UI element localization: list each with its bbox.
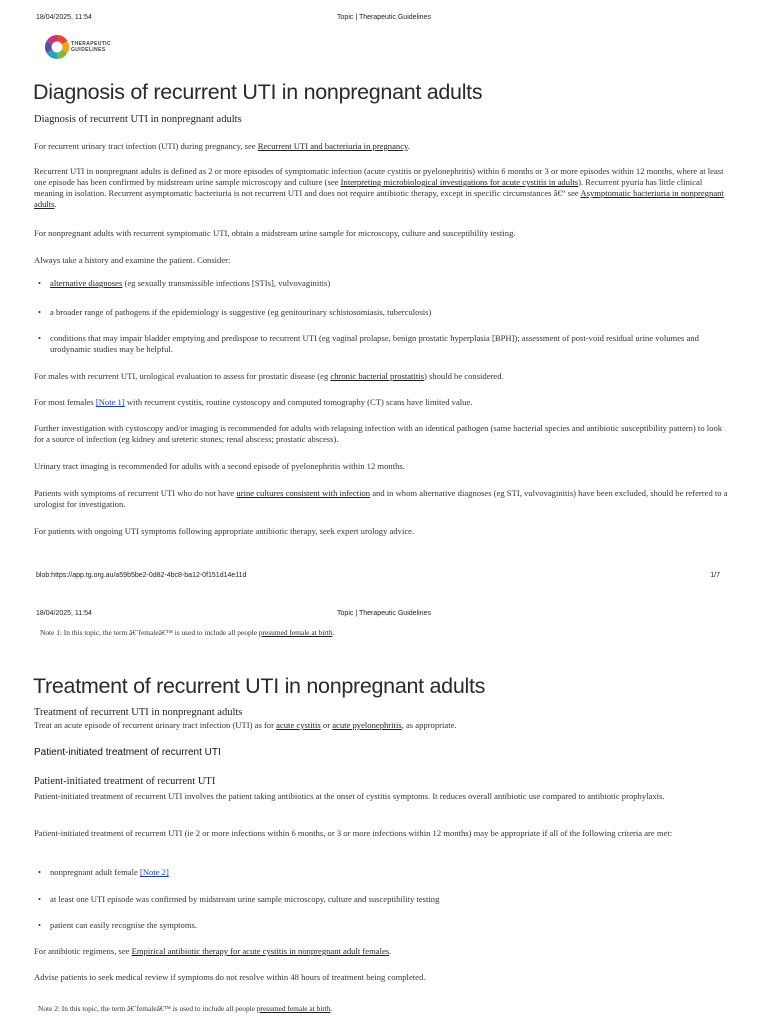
paragraph-ongoing-symptoms: For patients with ongoing UTI symptoms following appropriate antibiotic therapy, seek expert urology advice. <box>34 526 415 536</box>
paragraph-pregnancy-ref: For recurrent urinary tract infection (UTI) during pregnancy, see Recurrent UTI and bacteriuria in pregnancy. <box>34 141 410 151</box>
bullet-nonpregnant-female: • nonpregnant adult female [Note 2] <box>38 867 169 877</box>
link-interpreting-microbiological[interactable]: Interpreting microbiological investigations for acute cystitis in adults <box>340 177 579 187</box>
page-title: Diagnosis of recurrent UTI in nonpregnant adults <box>33 80 483 104</box>
paragraph-referral: Patients with symptoms of recurrent UTI who do not have urine cultures consistent with infection and in whom alternative diagnoses (eg STI, vulvovaginitis) have been excluded, should be referred to a urologist for investigation. <box>34 488 728 509</box>
header-datetime: 18/04/2025, 11:54 <box>36 14 92 21</box>
link-presumed-female-at-birth[interactable]: presumed female at birth <box>258 628 333 637</box>
link-acute-pyelonephritis[interactable]: acute pyelonephritis <box>332 720 402 730</box>
link-recurrent-uti-pregnancy[interactable]: Recurrent UTI and bacteriuria in pregnancy <box>257 141 408 151</box>
paragraph-patient-initiated-desc: Patient-initiated treatment of recurrent UTI involves the patient taking antibiotics at the onset of cystitis symptoms. It reduces overall antibiotic use compared to antibiotic prophylaxis. <box>34 791 665 801</box>
link-presumed-female-at-birth[interactable]: presumed female at birth <box>256 1004 331 1013</box>
patient-initiated-subheading: Patient-initiated treatment of recurrent UTI <box>34 776 216 787</box>
paragraph-further-investigation: Further investigation with cystoscopy and/or imaging is recommended for adults with relapsing infection with an identical pathogen (same bacterial species and antibiotic susceptibility pattern) to look for a source of infection (eg kidney and ureteric stones; renal abscess; prostatic abscess). <box>34 423 723 444</box>
paragraph-males: For males with recurrent UTI, urological evaluation to assess for prostatic disease (eg chronic bacterial prostatitis) should be considered. <box>34 371 504 381</box>
note-2: Note 2: In this topic, the term â€˜femaleâ€™ is used to include all people presumed female at birth. <box>38 1004 333 1013</box>
paragraph-imaging: Urinary tract imaging is recommended for adults with a second episode of pyelonephritis within 12 months. <box>34 461 405 471</box>
link-note-1[interactable]: [Note 1] <box>95 397 125 407</box>
paragraph-medical-review: Advise patients to seek medical review if symptoms do not resolve within 48 hours of treatment being completed. <box>34 972 426 982</box>
header-title: Topic | Therapeutic Guidelines <box>337 14 431 21</box>
paragraph-acute-episode: Treat an acute episode of recurrent urinary tract infection (UTI) as for acute cystitis or acute pyelonephritis, as appropriate. <box>34 720 457 730</box>
patient-initiated-heading: Patient-initiated treatment of recurrent UTI <box>34 747 221 758</box>
paragraph-females: For most females [Note 1] with recurrent cystitis, routine cystoscopy and computed tomography (CT) scans have limited value. <box>34 397 473 407</box>
link-urine-cultures[interactable]: urine cultures consistent with infection <box>236 488 371 498</box>
logo-line1: THERAPEUTIC <box>71 41 111 47</box>
link-asymptomatic-bacteriuria[interactable]: Asymptomatic bacteriuria in nonpregnant adults <box>34 188 724 209</box>
bullet-alternative-diagnoses: • alternative diagnoses (eg sexually transmissible infections [STIs], vulvovaginitis) <box>38 278 331 288</box>
note-1: Note 1: In this topic, the term â€˜femaleâ€™ is used to include all people presumed female at birth. <box>40 628 335 637</box>
header-title: Topic | Therapeutic Guidelines <box>337 610 431 617</box>
header-datetime: 18/04/2025, 11:54 <box>36 610 92 617</box>
link-empirical-antibiotic-therapy[interactable]: Empirical antibiotic therapy for acute cystitis in nonpregnant adult females <box>131 946 390 956</box>
link-chronic-bacterial-prostatitis[interactable]: chronic bacterial prostatitis <box>330 371 424 381</box>
footer-page-number: 1/7 <box>710 572 720 579</box>
paragraph-history: Always take a history and examine the patient. Consider: <box>34 255 231 265</box>
link-note-2[interactable]: [Note 2] <box>139 867 169 877</box>
link-alternative-diagnoses[interactable]: alternative diagnoses <box>50 278 123 288</box>
bullet-uti-confirmed: • at least one UTI episode was confirmed by midstream urine sample microscopy, culture and susceptibility testing <box>38 894 440 904</box>
bullet-bladder-conditions: • conditions that may impair bladder emptying and predispose to recurrent UTI (eg vaginal prolapse, benign prostatic hyperplasia [BPH]); assessment of post-void residual urine volumes and urodynamic studies may be helpful. <box>38 333 699 354</box>
bullet-recognise-symptoms: • patient can easily recognise the symptoms. <box>38 920 198 930</box>
bullet-broader-pathogens: • a broader range of pathogens if the epidemiology is suggestive (eg genitourinary schistosomiasis, tuberculosis) <box>38 307 432 317</box>
section-subtitle: Treatment of recurrent UTI in nonpregnant adults <box>34 707 243 718</box>
logo-line2: GUIDELINES <box>71 47 106 53</box>
logo-mark-icon <box>44 34 70 60</box>
paragraph-definition: Recurrent UTI in nonpregnant adults is defined as 2 or more episodes of symptomatic infection (acute cystitis or pyelonephritis) within 6 months or 3 or more episodes within 12 months, where at least one episode has been confirmed by midstream urine sample microscopy and culture (see Interpreting microbiological investigations for acute cystitis in adults). Recurrent pyuria has little clinical meaning in isolation. Recurrent asymptomatic bacteriuria is not recurrent UTI and does not require antibiotic therapy, except in specific circumstances â€“ see Asymptomatic bacteriuria in nonpregnant adults. <box>34 166 724 209</box>
pdf-page-2 <box>0 592 768 1024</box>
paragraph-criteria: Patient-initiated treatment of recurrent UTI (ie 2 or more infections within 6 months, or 3 or more infections within 12 months) may be appropriate if all of the following criteria are met: <box>34 828 673 838</box>
footer-url: blob:https://app.tg.org.au/a59b5be2-0d82-4bc8-ba12-0f151d14e11d <box>36 572 247 579</box>
paragraph-antibiotic-regimens: For antibiotic regimens, see Empirical antibiotic therapy for acute cystitis in nonpregnant adult females. <box>34 946 392 956</box>
link-acute-cystitis[interactable]: acute cystitis <box>276 720 321 730</box>
therapeutic-guidelines-logo[interactable] <box>44 32 124 62</box>
paragraph-midstream-sample: For nonpregnant adults with recurrent symptomatic UTI, obtain a midstream urine sample for microscopy, culture and susceptibility testing. <box>34 228 516 238</box>
section-title: Treatment of recurrent UTI in nonpregnant adults <box>33 674 486 698</box>
page-subtitle: Diagnosis of recurrent UTI in nonpregnant adults <box>34 114 242 125</box>
